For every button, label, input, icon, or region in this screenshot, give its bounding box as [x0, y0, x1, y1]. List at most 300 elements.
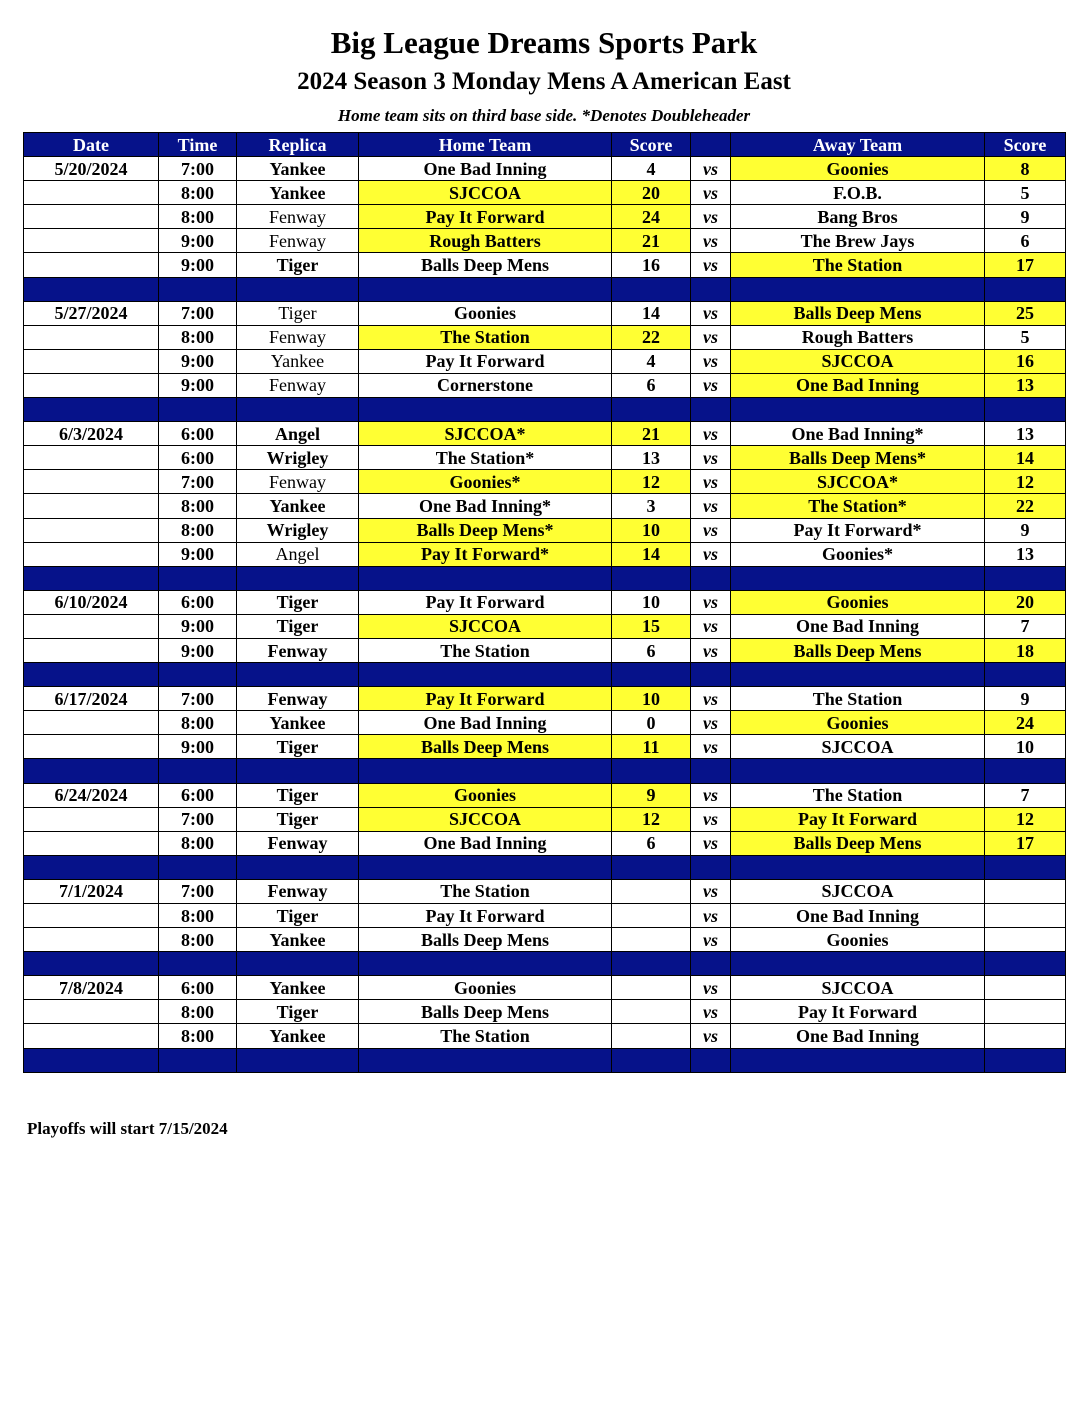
home-score-cell: 12	[612, 470, 691, 494]
away-score-cell: 16	[985, 349, 1066, 373]
home-score-cell: 14	[612, 542, 691, 566]
away-score-cell: 8	[985, 157, 1066, 181]
home-team-cell: Goonies	[359, 301, 612, 325]
vs-cell: vs	[691, 590, 731, 614]
separator-cell	[237, 952, 359, 976]
home-team-cell: Goonies	[359, 976, 612, 1000]
vs-cell: vs	[691, 349, 731, 373]
header-vs	[691, 133, 731, 157]
home-team-cell: One Bad Inning	[359, 157, 612, 181]
time-cell: 9:00	[159, 542, 237, 566]
home-score-cell: 6	[612, 638, 691, 662]
away-score-cell: 13	[985, 422, 1066, 446]
away-score-cell: 9	[985, 205, 1066, 229]
home-score-cell: 3	[612, 494, 691, 518]
vs-cell: vs	[691, 904, 731, 928]
home-team-cell: SJCCOA	[359, 614, 612, 638]
separator-cell	[731, 663, 985, 687]
away-team-cell: One Bad Inning	[731, 373, 985, 397]
date-cell	[24, 373, 159, 397]
table-row	[24, 157, 1066, 181]
date-cell	[24, 1024, 159, 1048]
replica-cell: Yankee	[237, 928, 359, 952]
vs-cell: vs	[691, 807, 731, 831]
table-header-row	[24, 133, 1066, 157]
home-team-cell: Balls Deep Mens	[359, 928, 612, 952]
away-score-cell	[985, 879, 1066, 903]
away-team-cell: Rough Batters	[731, 325, 985, 349]
away-score-cell: 20	[985, 590, 1066, 614]
vs-cell: vs	[691, 181, 731, 205]
vs-cell: vs	[691, 205, 731, 229]
away-score-cell: 24	[985, 711, 1066, 735]
time-cell: 8:00	[159, 325, 237, 349]
table-row	[24, 590, 1066, 614]
home-team-cell: Goonies	[359, 783, 612, 807]
home-team-cell: One Bad Inning	[359, 711, 612, 735]
date-cell	[24, 638, 159, 662]
away-score-cell: 18	[985, 638, 1066, 662]
date-cell	[24, 904, 159, 928]
table-row	[24, 807, 1066, 831]
separator-cell	[731, 398, 985, 422]
time-cell: 9:00	[159, 373, 237, 397]
home-score-cell: 20	[612, 181, 691, 205]
separator-cell	[159, 398, 237, 422]
date-cell	[24, 494, 159, 518]
replica-cell: Wrigley	[237, 518, 359, 542]
separator-cell	[359, 1048, 612, 1072]
replica-cell: Fenway	[237, 879, 359, 903]
separator-cell	[159, 566, 237, 590]
time-cell: 7:00	[159, 879, 237, 903]
separator-cell	[159, 663, 237, 687]
page-subtitle: 2024 Season 3 Monday Mens A American East	[297, 68, 791, 95]
home-team-cell: Goonies*	[359, 470, 612, 494]
away-team-cell: Balls Deep Mens*	[731, 446, 985, 470]
replica-cell: Fenway	[237, 831, 359, 855]
separator-cell	[731, 855, 985, 879]
home-team-cell: The Station	[359, 1024, 612, 1048]
vs-cell: vs	[691, 470, 731, 494]
away-score-cell: 25	[985, 301, 1066, 325]
table-row	[24, 687, 1066, 711]
home-score-cell: 4	[612, 349, 691, 373]
away-score-cell: 14	[985, 446, 1066, 470]
time-cell: 9:00	[159, 638, 237, 662]
date-cell: 6/3/2024	[24, 422, 159, 446]
vs-cell: vs	[691, 976, 731, 1000]
table-row	[24, 373, 1066, 397]
separator-cell	[237, 398, 359, 422]
separator-cell	[237, 855, 359, 879]
away-team-cell: One Bad Inning*	[731, 422, 985, 446]
playoffs-note: Playoffs will start 7/15/2024	[27, 1119, 228, 1138]
replica-cell: Yankee	[237, 494, 359, 518]
time-cell: 9:00	[159, 253, 237, 277]
home-team-cell: Rough Batters	[359, 229, 612, 253]
away-score-cell: 6	[985, 229, 1066, 253]
header-date: Date	[24, 133, 159, 157]
home-team-cell: Balls Deep Mens	[359, 735, 612, 759]
vs-cell: vs	[691, 446, 731, 470]
home-score-cell: 15	[612, 614, 691, 638]
home-score-cell: 21	[612, 422, 691, 446]
date-cell	[24, 349, 159, 373]
table-row	[24, 422, 1066, 446]
separator-cell	[359, 855, 612, 879]
away-score-cell: 17	[985, 253, 1066, 277]
replica-cell: Tiger	[237, 1000, 359, 1024]
time-cell: 8:00	[159, 494, 237, 518]
away-team-cell: One Bad Inning	[731, 1024, 985, 1048]
separator-cell	[237, 277, 359, 301]
table-row	[24, 325, 1066, 349]
time-cell: 6:00	[159, 590, 237, 614]
time-cell: 9:00	[159, 614, 237, 638]
away-team-cell: Pay It Forward	[731, 807, 985, 831]
separator-cell	[159, 952, 237, 976]
separator-cell	[159, 1048, 237, 1072]
home-score-cell	[612, 976, 691, 1000]
separator-row	[24, 952, 1066, 976]
home-team-cell: Pay It Forward	[359, 687, 612, 711]
home-score-cell: 6	[612, 831, 691, 855]
replica-cell: Fenway	[237, 687, 359, 711]
separator-cell	[24, 566, 159, 590]
replica-cell: Tiger	[237, 253, 359, 277]
away-team-cell: Balls Deep Mens	[731, 638, 985, 662]
time-cell: 8:00	[159, 711, 237, 735]
time-cell: 8:00	[159, 904, 237, 928]
header-replica: Replica	[237, 133, 359, 157]
vs-cell: vs	[691, 735, 731, 759]
vs-cell: vs	[691, 831, 731, 855]
home-team-cell: Pay It Forward	[359, 349, 612, 373]
away-team-cell: Balls Deep Mens	[731, 831, 985, 855]
separator-cell	[691, 1048, 731, 1072]
vs-cell: vs	[691, 928, 731, 952]
home-score-cell: 13	[612, 446, 691, 470]
separator-cell	[359, 952, 612, 976]
table-row	[24, 1000, 1066, 1024]
separator-cell	[359, 398, 612, 422]
separator-cell	[237, 663, 359, 687]
away-team-cell: Goonies	[731, 590, 985, 614]
separator-cell	[985, 663, 1066, 687]
replica-cell: Yankee	[237, 349, 359, 373]
home-score-cell: 24	[612, 205, 691, 229]
table-row	[24, 638, 1066, 662]
date-cell	[24, 807, 159, 831]
away-score-cell: 13	[985, 373, 1066, 397]
separator-row	[24, 663, 1066, 687]
vs-cell: vs	[691, 229, 731, 253]
time-cell: 6:00	[159, 976, 237, 1000]
vs-cell: vs	[691, 157, 731, 181]
schedule-table	[23, 132, 1066, 1073]
vs-cell: vs	[691, 638, 731, 662]
vs-cell: vs	[691, 687, 731, 711]
away-score-cell: 12	[985, 807, 1066, 831]
away-team-cell: Pay It Forward*	[731, 518, 985, 542]
table-row	[24, 928, 1066, 952]
replica-cell: Tiger	[237, 301, 359, 325]
separator-cell	[731, 952, 985, 976]
date-cell: 5/27/2024	[24, 301, 159, 325]
home-team-cell: The Station	[359, 325, 612, 349]
separator-cell	[24, 952, 159, 976]
vs-cell: vs	[691, 518, 731, 542]
separator-cell	[691, 566, 731, 590]
vs-cell: vs	[691, 711, 731, 735]
time-cell: 7:00	[159, 157, 237, 181]
table-row	[24, 181, 1066, 205]
away-team-cell: SJCCOA	[731, 976, 985, 1000]
separator-cell	[691, 398, 731, 422]
home-team-cell: The Station	[359, 879, 612, 903]
home-team-cell: One Bad Inning	[359, 831, 612, 855]
away-team-cell: The Station	[731, 253, 985, 277]
replica-cell: Fenway	[237, 373, 359, 397]
home-team-cell: Balls Deep Mens	[359, 253, 612, 277]
header-away-score: Score	[985, 133, 1066, 157]
away-team-cell: Bang Bros	[731, 205, 985, 229]
home-score-cell: 16	[612, 253, 691, 277]
vs-cell: vs	[691, 542, 731, 566]
home-team-cell: Pay It Forward*	[359, 542, 612, 566]
replica-cell: Angel	[237, 542, 359, 566]
away-score-cell: 9	[985, 687, 1066, 711]
away-team-cell: SJCCOA	[731, 349, 985, 373]
home-score-cell: 10	[612, 518, 691, 542]
home-team-cell: SJCCOA*	[359, 422, 612, 446]
table-row	[24, 614, 1066, 638]
date-cell: 5/20/2024	[24, 157, 159, 181]
header-away-team: Away Team	[731, 133, 985, 157]
away-team-cell: The Station*	[731, 494, 985, 518]
home-score-cell: 0	[612, 711, 691, 735]
vs-cell: vs	[691, 373, 731, 397]
table-row	[24, 301, 1066, 325]
separator-cell	[24, 398, 159, 422]
away-team-cell: SJCCOA*	[731, 470, 985, 494]
table-row	[24, 1024, 1066, 1048]
separator-cell	[985, 952, 1066, 976]
date-cell	[24, 1000, 159, 1024]
separator-cell	[691, 759, 731, 783]
replica-cell: Tiger	[237, 735, 359, 759]
replica-cell: Yankee	[237, 976, 359, 1000]
separator-cell	[985, 759, 1066, 783]
away-team-cell: F.O.B.	[731, 181, 985, 205]
home-team-cell: SJCCOA	[359, 807, 612, 831]
separator-cell	[612, 855, 691, 879]
replica-cell: Fenway	[237, 470, 359, 494]
table-row	[24, 253, 1066, 277]
separator-cell	[691, 855, 731, 879]
date-cell: 7/8/2024	[24, 976, 159, 1000]
home-team-cell: Balls Deep Mens	[359, 1000, 612, 1024]
time-cell: 8:00	[159, 518, 237, 542]
away-team-cell: Goonies	[731, 157, 985, 181]
away-team-cell: Pay It Forward	[731, 1000, 985, 1024]
away-team-cell: One Bad Inning	[731, 614, 985, 638]
time-cell: 9:00	[159, 349, 237, 373]
home-team-cell: One Bad Inning*	[359, 494, 612, 518]
away-score-cell: 17	[985, 831, 1066, 855]
vs-cell: vs	[691, 1024, 731, 1048]
date-cell: 6/10/2024	[24, 590, 159, 614]
time-cell: 8:00	[159, 205, 237, 229]
home-score-cell	[612, 904, 691, 928]
away-score-cell: 12	[985, 470, 1066, 494]
separator-cell	[24, 759, 159, 783]
away-score-cell: 22	[985, 494, 1066, 518]
home-score-cell: 22	[612, 325, 691, 349]
time-cell: 7:00	[159, 470, 237, 494]
table-row	[24, 831, 1066, 855]
separator-row	[24, 855, 1066, 879]
home-score-cell: 21	[612, 229, 691, 253]
time-cell: 7:00	[159, 301, 237, 325]
vs-cell: vs	[691, 879, 731, 903]
time-cell: 6:00	[159, 783, 237, 807]
time-cell: 7:00	[159, 687, 237, 711]
table-row	[24, 976, 1066, 1000]
separator-cell	[612, 759, 691, 783]
vs-cell: vs	[691, 325, 731, 349]
date-cell	[24, 518, 159, 542]
table-row	[24, 542, 1066, 566]
time-cell: 8:00	[159, 831, 237, 855]
away-team-cell: Balls Deep Mens	[731, 301, 985, 325]
header-home-team: Home Team	[359, 133, 612, 157]
replica-cell: Tiger	[237, 590, 359, 614]
date-cell: 7/1/2024	[24, 879, 159, 903]
home-score-cell	[612, 1024, 691, 1048]
home-team-cell: Balls Deep Mens*	[359, 518, 612, 542]
table-row	[24, 349, 1066, 373]
table-row	[24, 735, 1066, 759]
replica-cell: Yankee	[237, 181, 359, 205]
separator-cell	[985, 566, 1066, 590]
separator-cell	[612, 663, 691, 687]
time-cell: 6:00	[159, 422, 237, 446]
replica-cell: Angel	[237, 422, 359, 446]
separator-cell	[985, 398, 1066, 422]
replica-cell: Fenway	[237, 205, 359, 229]
away-score-cell: 5	[985, 325, 1066, 349]
away-score-cell	[985, 904, 1066, 928]
separator-cell	[24, 1048, 159, 1072]
date-cell	[24, 181, 159, 205]
replica-cell: Tiger	[237, 807, 359, 831]
table-row	[24, 229, 1066, 253]
separator-cell	[159, 759, 237, 783]
home-team-cell: Pay It Forward	[359, 904, 612, 928]
separator-cell	[237, 566, 359, 590]
replica-cell: Yankee	[237, 711, 359, 735]
table-row	[24, 446, 1066, 470]
home-score-cell: 9	[612, 783, 691, 807]
separator-cell	[359, 663, 612, 687]
time-cell: 9:00	[159, 735, 237, 759]
away-team-cell: SJCCOA	[731, 735, 985, 759]
replica-cell: Fenway	[237, 325, 359, 349]
separator-cell	[612, 1048, 691, 1072]
time-cell: 8:00	[159, 181, 237, 205]
home-team-cell: SJCCOA	[359, 181, 612, 205]
date-cell	[24, 205, 159, 229]
away-score-cell	[985, 928, 1066, 952]
home-score-cell	[612, 879, 691, 903]
separator-cell	[731, 566, 985, 590]
time-cell: 8:00	[159, 1024, 237, 1048]
vs-cell: vs	[691, 301, 731, 325]
home-team-cell: Pay It Forward	[359, 205, 612, 229]
time-cell: 7:00	[159, 807, 237, 831]
header-time: Time	[159, 133, 237, 157]
home-score-cell: 14	[612, 301, 691, 325]
separator-cell	[731, 1048, 985, 1072]
time-cell: 9:00	[159, 229, 237, 253]
separator-cell	[985, 855, 1066, 879]
separator-cell	[237, 759, 359, 783]
away-score-cell: 13	[985, 542, 1066, 566]
separator-row	[24, 566, 1066, 590]
table-row	[24, 783, 1066, 807]
replica-cell: Yankee	[237, 1024, 359, 1048]
date-cell: 6/17/2024	[24, 687, 159, 711]
date-cell	[24, 325, 159, 349]
table-row	[24, 205, 1066, 229]
away-team-cell: Goonies	[731, 928, 985, 952]
date-cell	[24, 711, 159, 735]
page-title: Big League Dreams Sports Park	[330, 25, 758, 60]
separator-cell	[612, 398, 691, 422]
home-score-cell: 6	[612, 373, 691, 397]
separator-cell	[691, 663, 731, 687]
home-score-cell: 10	[612, 590, 691, 614]
away-score-cell	[985, 1000, 1066, 1024]
table-row	[24, 879, 1066, 903]
time-cell: 6:00	[159, 446, 237, 470]
date-cell	[24, 542, 159, 566]
separator-cell	[985, 1048, 1066, 1072]
separator-cell	[691, 952, 731, 976]
home-team-cell: The Station	[359, 638, 612, 662]
away-score-cell: 9	[985, 518, 1066, 542]
away-score-cell	[985, 976, 1066, 1000]
separator-cell	[359, 277, 612, 301]
separator-cell	[159, 277, 237, 301]
separator-row	[24, 277, 1066, 301]
table-row	[24, 470, 1066, 494]
replica-cell: Yankee	[237, 157, 359, 181]
table-row	[24, 518, 1066, 542]
replica-cell: Fenway	[237, 229, 359, 253]
replica-cell: Wrigley	[237, 446, 359, 470]
date-cell	[24, 928, 159, 952]
replica-cell: Tiger	[237, 783, 359, 807]
separator-row	[24, 1048, 1066, 1072]
header-home-score: Score	[612, 133, 691, 157]
away-team-cell: SJCCOA	[731, 879, 985, 903]
date-cell	[24, 470, 159, 494]
away-team-cell: The Brew Jays	[731, 229, 985, 253]
vs-cell: vs	[691, 1000, 731, 1024]
